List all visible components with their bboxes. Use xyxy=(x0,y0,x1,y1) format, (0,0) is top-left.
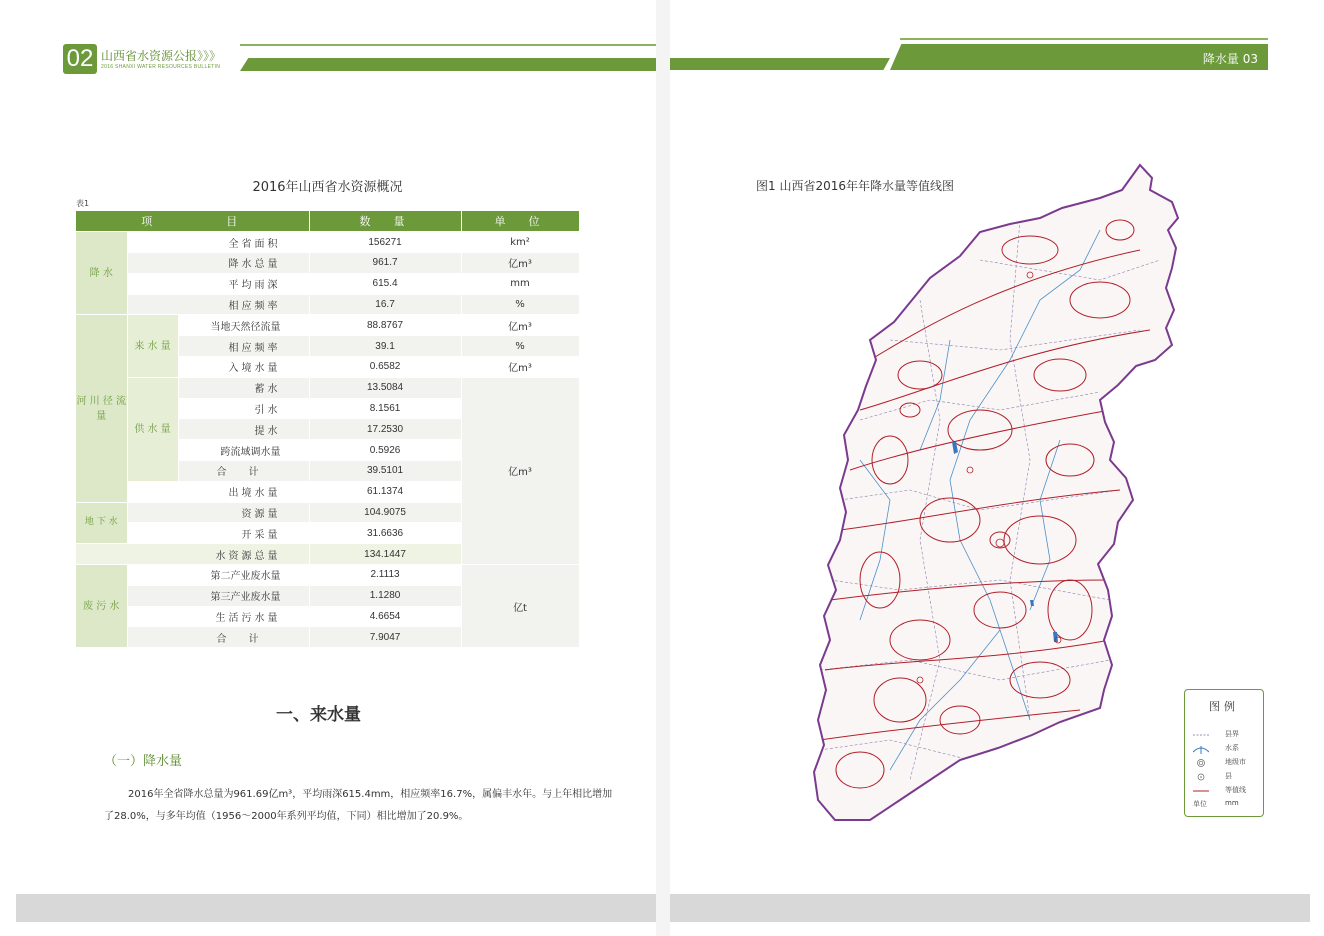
header-line xyxy=(240,44,656,46)
legend-title: 图例 xyxy=(1209,700,1239,713)
row-value: 156271 xyxy=(309,232,461,253)
row-value: 134.1447 xyxy=(309,544,461,565)
row-item: 水资源总量 xyxy=(76,544,309,565)
page-section-title: 降水量 03 xyxy=(1202,52,1258,66)
header-unit: 单 位 xyxy=(461,211,579,232)
merged-unit-cell: 亿t xyxy=(461,565,579,648)
row-value: 88.8767 xyxy=(309,315,461,336)
body-paragraph: 2016年全省降水总量为961.69亿m³，平均雨深615.4mm，相应频率16.7%，属偏丰水年。与上年相比增加了28.0%，与多年均值（1956～2000年系列平均值，下同）相比增加了20.9%。 xyxy=(104,789,613,822)
table-row xyxy=(76,565,579,586)
table-header-row xyxy=(76,211,579,232)
row-value: 31.6636 xyxy=(309,523,461,544)
row-unit: km² xyxy=(461,232,579,253)
table-label: 表1 xyxy=(76,199,90,208)
left-page-bottom-edge xyxy=(16,894,656,922)
row-item: 提水 xyxy=(178,419,309,440)
figure-title: 图1 山西省2016年年降水量等值线图 xyxy=(756,179,954,193)
map-legend xyxy=(1184,689,1264,817)
row-item: 生活污水量 xyxy=(127,606,309,627)
row-item: 引水 xyxy=(178,398,309,419)
precipitation-isoline-map xyxy=(800,160,1190,830)
category-river-runoff: 河 川 径 流 量 xyxy=(76,315,127,502)
legend-unit-value: mm xyxy=(1225,799,1239,807)
row-value: 39.5101 xyxy=(309,461,461,482)
row-value: 615.4 xyxy=(309,273,461,294)
county-icon xyxy=(1193,772,1209,782)
row-unit: mm xyxy=(461,273,579,294)
subcategory-inflow: 来 水 量 xyxy=(127,315,178,377)
row-item: 第二产业废水量 xyxy=(127,565,309,586)
row-item: 蓄水 xyxy=(178,377,309,398)
row-value: 7.9047 xyxy=(309,627,461,648)
row-item: 资源量 xyxy=(127,502,309,523)
category-groundwater: 地 下 水 xyxy=(76,502,127,544)
row-unit: 亿m³ xyxy=(461,253,579,274)
row-item: 合计 xyxy=(178,461,309,482)
row-item: 跨流域调水量 xyxy=(178,440,309,461)
section-title: 一、来水量 xyxy=(276,705,361,725)
row-item: 平均雨深 xyxy=(127,273,309,294)
row-item: 降水总量 xyxy=(127,253,309,274)
bulletin-title: 山西省水资源公报》》》 xyxy=(101,49,222,63)
header-item: 项 目 xyxy=(76,211,309,232)
row-value: 16.7 xyxy=(309,294,461,315)
row-value: 8.1561 xyxy=(309,398,461,419)
merged-unit-cell: 亿m³ xyxy=(461,377,579,564)
row-item: 相应频率 xyxy=(127,294,309,315)
legend-unit-row xyxy=(1191,798,1261,812)
row-value: 2.1113 xyxy=(309,565,461,586)
subcategory-supply: 供 水 量 xyxy=(127,377,178,481)
row-unit: 亿m³ xyxy=(461,357,579,378)
legend-item: 县 xyxy=(1191,770,1261,784)
header-band-left-segment xyxy=(670,58,890,70)
legend-item: 等值线 xyxy=(1191,784,1261,798)
row-item: 合计 xyxy=(127,627,309,648)
isoline-icon xyxy=(1193,786,1209,796)
header-thin-line xyxy=(900,38,1268,40)
row-value: 17.2530 xyxy=(309,419,461,440)
bulletin-subtitle: 2016 SHANXI WATER RESOURCES BULLETIN xyxy=(101,64,221,70)
row-value: 1.1280 xyxy=(309,585,461,606)
category-wastewater: 废 污 水 xyxy=(76,565,127,648)
province-area xyxy=(814,165,1178,820)
row-unit: % xyxy=(461,294,579,315)
table-row xyxy=(76,253,579,274)
row-value: 4.6654 xyxy=(309,606,461,627)
row-unit: 亿m³ xyxy=(461,315,579,336)
table-row xyxy=(76,232,579,253)
row-value: 104.9075 xyxy=(309,502,461,523)
right-page-bottom-edge xyxy=(670,894,1310,922)
row-item: 当地天然径流量 xyxy=(178,315,309,336)
row-unit: % xyxy=(461,336,579,357)
table-row xyxy=(76,273,579,294)
page-gutter xyxy=(656,0,670,936)
row-item: 第三产业废水量 xyxy=(127,585,309,606)
row-value: 13.5084 xyxy=(309,377,461,398)
row-value: 39.1 xyxy=(309,336,461,357)
table-row xyxy=(76,315,579,336)
water-resources-table xyxy=(76,211,580,648)
legend-item: 地级市 xyxy=(1191,756,1261,770)
chapter-number: 02 xyxy=(63,44,97,74)
header-value: 数 量 xyxy=(309,211,461,232)
row-item: 出境水量 xyxy=(127,481,309,502)
row-value: 961.7 xyxy=(309,253,461,274)
legend-item: 县界 xyxy=(1191,728,1261,742)
table-row xyxy=(76,377,579,398)
table-title: 2016年山西省水资源概况 xyxy=(252,180,403,195)
legend-item: 水系 xyxy=(1191,742,1261,756)
prefecture-city-icon xyxy=(1193,758,1209,768)
subsection-title: （一）降水量 xyxy=(104,754,183,769)
category-precipitation: 降 水 xyxy=(76,232,127,315)
row-item: 相应频率 xyxy=(178,336,309,357)
county-boundary-icon xyxy=(1193,730,1209,740)
legend-unit-label: 单位 xyxy=(1193,800,1207,808)
river-system-icon xyxy=(1193,744,1209,754)
header-band xyxy=(240,58,656,71)
row-item: 全省面积 xyxy=(127,232,309,253)
row-item: 入境水量 xyxy=(178,357,309,378)
table-row xyxy=(76,294,579,315)
row-value: 0.6582 xyxy=(309,357,461,378)
row-value: 61.1374 xyxy=(309,481,461,502)
row-value: 0.5926 xyxy=(309,440,461,461)
row-item: 开采量 xyxy=(127,523,309,544)
